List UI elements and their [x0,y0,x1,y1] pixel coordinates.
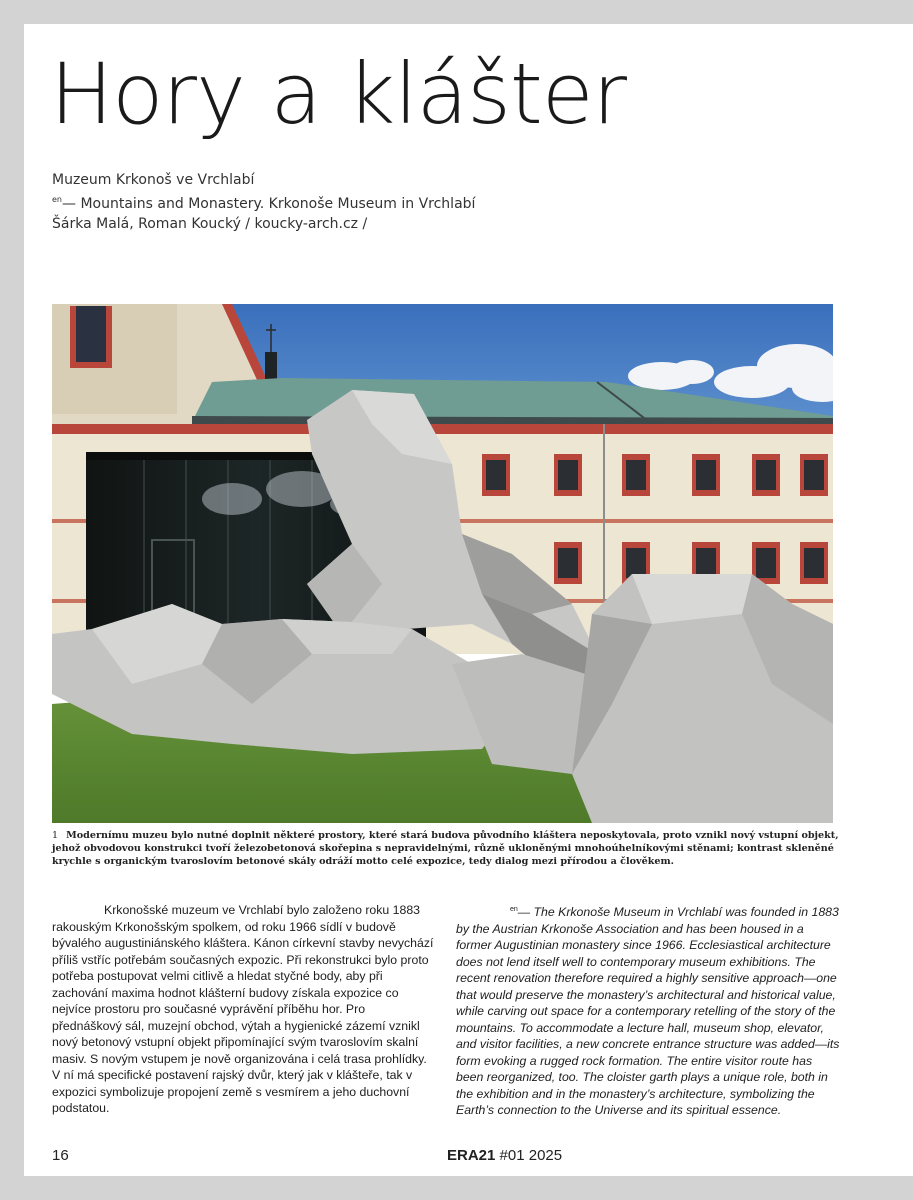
issue-number: #01 2025 [499,1147,563,1164]
body-text-english: — The Krkonoše Museum in Vrchlabí was founded in 1883 by the Austrian Krkonoše Association and has been housed in a former Augustinian monastery since 1966. Ecclesiastical architecture does not lend itself well to contemporary museum exhibitions. The recent renovation therefore required a highly sensitive approach—one that would preserve the monastery’s architectural and historical value, while carving out space for a contemporary retelling of the story of the mountains. To accommodate a lecture hall, museum shop, elevator, and visitor facilities, a new concrete entrance structure was added—its form evoking a rugged rock formation. The entire visitor route has been reorganized, too. The cloister garth plays a unique role, both in the exhibition and in the monastery’s architecture, symbolizing the Earth’s connection to the Universe and its spiritual essence. [456,905,840,1117]
magazine-name: ERA21 [447,1147,496,1164]
english-marker-body: en [510,906,518,913]
article-authors: Šárka Malá, Roman Koucký / koucky-arch.cz / [52,216,368,232]
article-photo [52,304,833,823]
page-number: 16 [52,1147,69,1164]
subtitle-english: $^{en}$— Mountains and Monastery. Krkonoše Museum in Vrchlabí [52,195,476,212]
church-tower [265,352,277,382]
body-text-czech: Krkonošské muzeum ve Vrchlabí bylo založeno roku 1883 rakouským Krkonošským spolkem, od roku 1966 sídlí v budově bývalého augustiniánského kláštera. Kánon církevní stavby nevychází příliš vstříc potřebám současných expozic. Při rekonstrukci bylo proto potřeba postupovat velmi citlivě a hledat styčné body, aby při zachování maxima hodnot klášterní budovy získala expozice co nejvíce prostoru pro současné vyprávění příběhu hor. Pro přednáškový sál, muzejní obchod, výtah a hygienické zázemí vznikl nový betonový vstupní objekt připomínající svým tvaroslovím skalní masiv. S novým vstupem je nově organizována i celá trasa prohlídky. V ní má specifické postavení rajský dvůr, který jak v klášteře, tak v expozici symbolizuje propojení země s vesmírem a jeho duchovní podstatou. [52,903,434,1115]
photo-illustration [52,304,833,823]
magazine-page [24,24,913,1176]
body-column-english [456,902,841,1119]
article-subtitle-block [52,170,475,234]
photo-caption [52,829,842,868]
body-column-czech [52,902,434,1117]
caption-number: 1 [52,830,59,841]
subtitle-czech: Muzeum Krkonoš ve Vrchlabí [52,172,255,188]
article-title: Hory a klášter [50,45,627,143]
caption-text: Modernímu muzeu bylo nutné doplnit některé prostory, které stará budova původního kláštera neposkytovala, proto vznikl nový vstupní objekt, jehož obvodovou konstrukci tvoří železobetonová skořepina s nepravidelnými, různě ukloněnými mnohoúhelníkovými stěnami; kontrast skleněné krychle s organickým tvaroslovím betonové skály odráží motto celé expozice, tedy dialog mezi přírodou a člověkem. [52,830,839,867]
english-marker: en [52,195,62,204]
magazine-masthead [447,1147,562,1164]
